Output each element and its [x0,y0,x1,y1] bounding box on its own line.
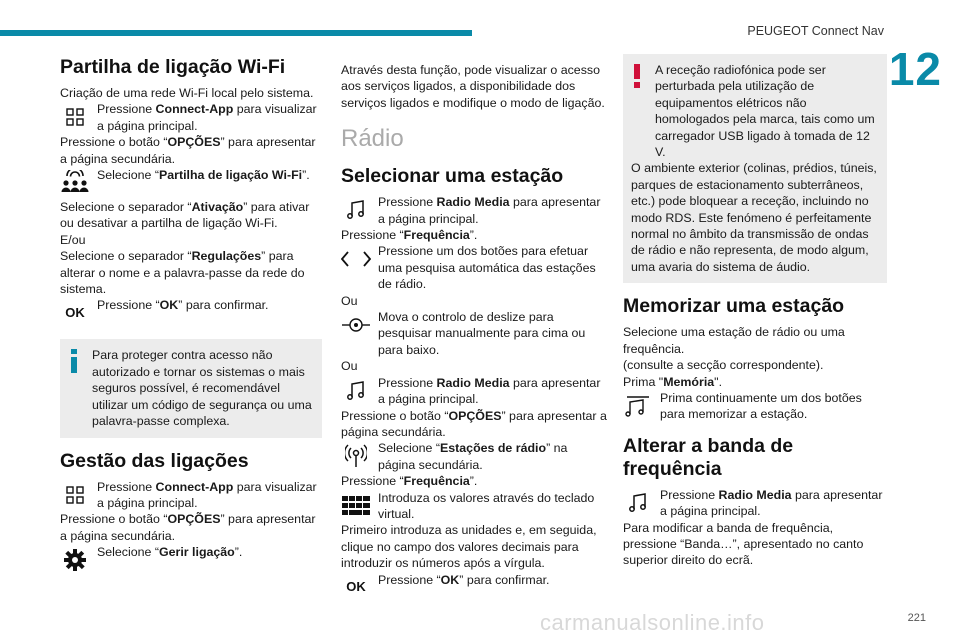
page-number: 221 [907,612,926,624]
step-frequency-2: Pressione “Frequência”. [341,474,478,489]
step-ok-confirm: OK Pressione “OK” para confirmar. [60,297,322,329]
grid-apps-icon [60,104,90,130]
slider-control-icon [341,312,371,338]
heading-change-band: Alterar a banda de frequência [623,434,794,480]
chevron-left-right-icon [341,246,371,272]
step-slider-search: Mova o controlo de deslize para pesquisar manualmente para cima ou para baixo. [341,309,607,358]
services-intro: Através desta função, pode visualizar o acesso aos serviços ligados, a disponibilidade dos serviços ligados e modifique o modo de ligação. [341,63,605,110]
step-options-3: Pressione o botão “OPÇÕES” para apresentar a página secundária. [341,408,607,439]
column-3: A receção radiofónica pode ser perturbada pela utilização de equipamentos elétricos não homologados pela marca, tais como um carregador USB ligado à tomada de 12 V. O ambiente exterior (colinas, prédios, túneis, parques de estacionamento subterrâneos, etc.) pode bloquear a receção, incluindo no modo RDS. Este fenómeno é perfeitamente normal no âmbito da transmissão de ondas de rádio e não representa, de modo algum, uma avaria do sistema de áudio. Memorizar uma estação Selecione uma estação de rádio ou uma frequência. (consulte a secção correspondente). Prima "Memória". Prima continuamente um dos botões para memorizar a estação. Alterar a banda de frequência Pressione Radio Media para apresentar a página principal. Para modificar a banda de frequência, pressione “Banda…”, apresentado no canto superior direito do ecrã. [623,54,887,569]
step-radio-stations: Selecione “Estações de rádio” na página secundária. [341,440,607,473]
info-note: Para proteger contra acesso não autorizado e tornar os sistemas o mais seguros possível, é recomendável utilizar um código de segurança ou uma palavra-passe complexa. [60,339,322,437]
users-share-icon [60,170,90,196]
step-settings-tab: Selecione o separador “Regulações” para alterar o nome e a palavra-passe da rede do sistema. [60,249,305,297]
wifi-intro: Criação de uma rede Wi-Fi local pelo sistema. [60,86,314,100]
warning-icon [633,64,641,88]
ok-icon: OK [346,579,366,595]
keypad-icon [341,493,371,519]
grid-apps-icon [60,482,90,508]
step-memory: Prima "Memória". [623,374,723,389]
header-accent-bar [0,30,472,36]
and-or-text: E/ou [60,232,86,247]
step-connect-app-2: Pressione Connect-App para visualizar a página principal. [60,479,322,512]
heading-connection-management: Gestão das ligações [60,449,249,472]
band-instructions: Para modificar a banda de frequência, pressione “Banda…”, apresentado no canto superior direito do ecrã. [623,520,864,568]
music-note-icon [341,197,371,223]
column-1 [60,56,322,576]
chapter-number: 12 [888,43,942,95]
header-title: PEUGEOT Connect Nav [747,24,884,38]
heading-memorize-station: Memorizar uma estação [623,295,845,318]
ok-icon: OK [65,305,85,321]
or-text-2: Ou [341,359,358,374]
music-note-icon [341,378,371,404]
step-connect-app: Pressione Connect-App para visualizar a página principal. [60,101,322,134]
or-text-1: Ou [341,293,358,308]
step-ok-confirm-2: OK Pressione “OK” para confirmar. [341,572,607,604]
warning-note: A receção radiofónica pode ser perturbada pela utilização de equipamentos elétricos não homologados pela marca, tais como um carregador USB ligado à tomada de 12 V. O ambiente exterior (colinas, prédios, túneis, parques de estacionamento subterrâneos, etc.) pode bloquear a receção, incluindo no modo RDS. Este fenómeno é perfeitamente normal no âmbito da transmissão de ondas de rádio e não representa, de modo algum, uma avaria do sistema de áudio. [623,54,887,283]
watermark: carmanualsonline.info [540,610,765,635]
step-virtual-keyboard: Introduza os valores através do teclado virtual. [341,490,607,523]
gear-icon [60,547,90,573]
step-options: Pressione o botão “OPÇÕES” para apresentar a página secundária. [60,135,316,166]
section-title-radio: Rádio [341,125,404,153]
step-options-2: Pressione o botão “OPÇÕES” para apresentar a página secundária. [60,512,316,543]
step-radio-media-2: Pressione Radio Media para apresentar a página principal. [341,375,607,408]
heading-wifi-sharing: Partilha de ligação Wi-Fi [60,56,286,78]
step-auto-search: Pressione um dos botões para efetuar uma pesquisa automática das estações de rádio. [341,243,607,292]
music-note-icon [623,490,653,516]
step-hold-button: Prima continuamente um dos botões para memorizar a estação. [623,390,887,423]
column-2 [341,62,607,604]
decimal-instructions: Primeiro introduza as unidades e, em seguida, clique no campo dos valores decimais para introduzir os números após a vírgula. [341,523,597,571]
step-activation-tab: Selecione o separador “Ativação” para ativar ou desativar a partilha de ligação Wi-Fi. [60,200,310,231]
heading-select-station: Selecionar uma estação [341,165,564,188]
step-select-wifi-share: Selecione “Partilha de ligação Wi-Fi”. [60,167,322,199]
radio-antenna-icon [341,443,371,469]
info-icon [70,349,78,373]
step-radio-media: Pressione Radio Media para apresentar a página principal. [341,194,607,227]
step-radio-media-3: Pressione Radio Media para apresentar a página principal. [623,487,887,520]
step-manage-connection: Selecione “Gerir ligação”. [60,544,322,576]
music-note-memory-icon [623,393,653,419]
step-frequency: Pressione “Frequência”. [341,228,478,243]
